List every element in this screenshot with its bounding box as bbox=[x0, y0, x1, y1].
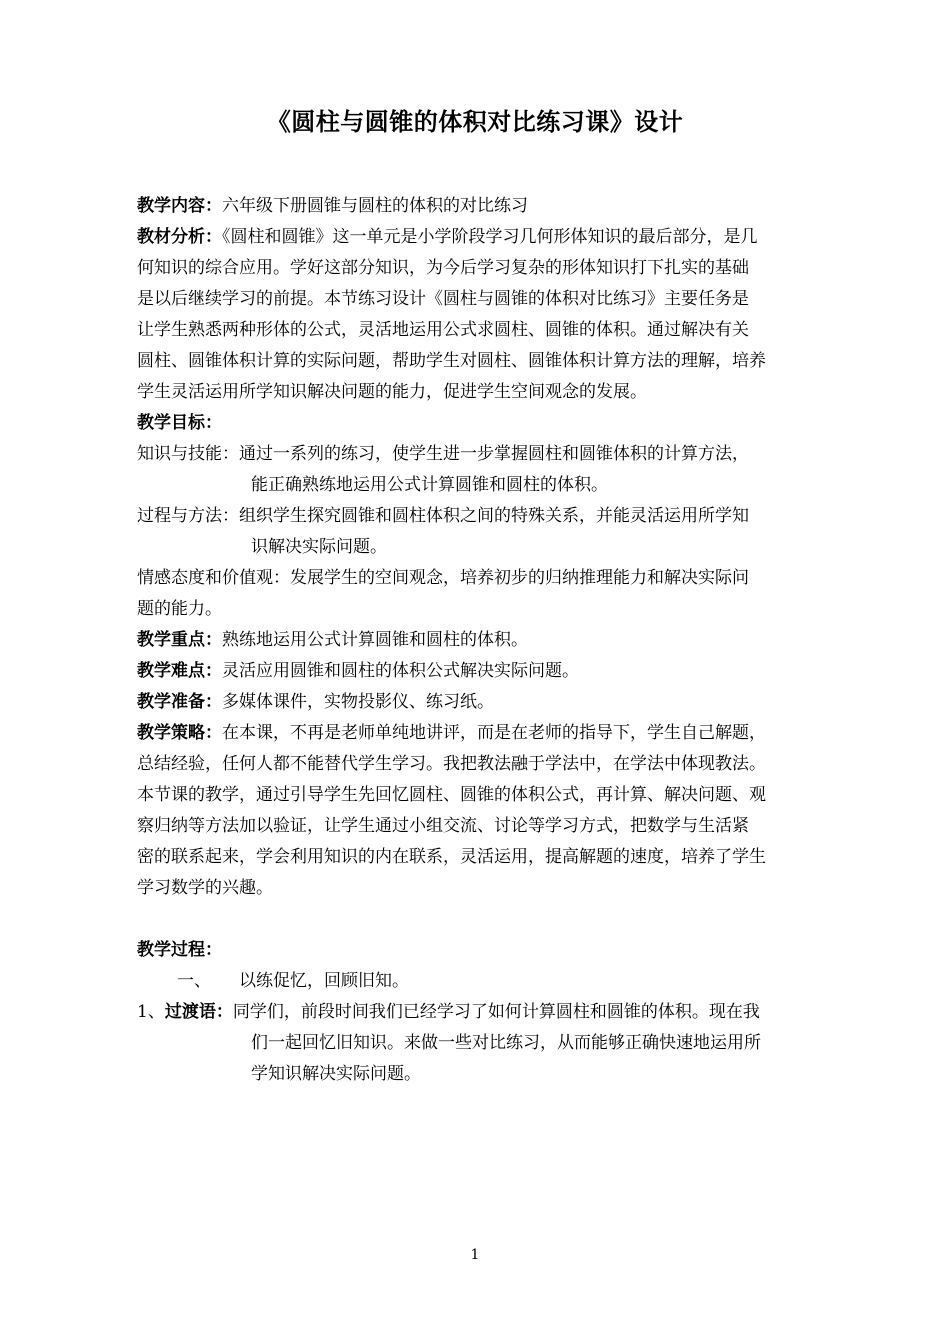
analysis-line: 圆柱、圆锥体积计算的实际问题，帮助学生对圆柱、圆锥体积计算方法的理解，培养 bbox=[137, 351, 766, 371]
transition-label: 过渡语： bbox=[164, 1002, 233, 1022]
key-label: 教学重点： bbox=[137, 630, 222, 650]
analysis-line: 何知识的综合应用。学好这部分知识，为今后学习复杂的形体知识打下扎实的基础 bbox=[137, 258, 749, 278]
strategy-line: 密的联系起来，学会利用知识的内在联系，灵活运用，提高解题的速度，培养了学生 bbox=[137, 847, 766, 867]
section-title: 以练促忆，回顾旧知。 bbox=[239, 971, 409, 991]
item-number: 1、 bbox=[137, 1002, 165, 1022]
section-number: 一、 bbox=[177, 971, 211, 991]
transition-line: 们一起回忆旧知识。来做一些对比练习，从而能够正确快速地运用所 bbox=[251, 1033, 761, 1053]
key-text: 熟练地运用公式计算圆锥和圆柱的体积。 bbox=[222, 630, 528, 650]
goal-process-line1: 过程与方法：组织学生探究圆锥和圆柱体积之间的特殊关系，并能灵活运用所学知 bbox=[137, 506, 749, 526]
strategy-label: 教学策略： bbox=[137, 723, 222, 743]
strategy-line: 学习数学的兴趣。 bbox=[137, 878, 273, 898]
content-paragraph bbox=[137, 191, 817, 222]
transition-paragraph bbox=[137, 997, 817, 1028]
analysis-line: 是以后继续学习的前提。本节练习设计《圆柱与圆锥的体积对比练习》主要任务是 bbox=[137, 289, 749, 309]
document-title: 《圆柱与圆锥的体积对比练习课》设计 bbox=[266, 108, 684, 136]
goal-emotion-line2: 题的能力。 bbox=[137, 599, 222, 619]
goal-process-line2: 识解决实际问题。 bbox=[251, 537, 387, 557]
content-label: 教学内容： bbox=[137, 196, 222, 216]
strategy-line: 总结经验，任何人都不能替代学生学习。我把教法融于学法中，在学法中体现教法。 bbox=[137, 754, 766, 774]
section-heading bbox=[137, 966, 817, 997]
strategy-line: 在本课，不再是老师单纯地讲评，而是在老师的指导下，学生自己解题， bbox=[222, 723, 766, 743]
goal-emotion-line1: 情感态度和价值观：发展学生的空间观念，培养初步的归纳推理能力和解决实际问 bbox=[137, 568, 749, 588]
analysis-paragraph bbox=[137, 222, 817, 253]
prep-label: 教学准备： bbox=[137, 692, 222, 712]
strategy-paragraph bbox=[137, 718, 817, 749]
prep-text: 多媒体课件，实物投影仪、练习纸。 bbox=[222, 692, 494, 712]
difficulty-label: 教学难点： bbox=[137, 661, 222, 681]
analysis-label: 教材分析： bbox=[137, 227, 222, 247]
goal-knowledge-line1: 知识与技能：通过一系列的练习，使学生进一步掌握圆柱和圆锥体积的计算方法， bbox=[137, 444, 749, 464]
analysis-line: 让学生熟悉两种形体的公式，灵活地运用公式求圆柱、圆锥的体积。通过解决有关 bbox=[137, 320, 749, 340]
goal-knowledge-line2: 能正确熟练地运用公式计算圆锥和圆柱的体积。 bbox=[251, 475, 608, 495]
difficulty-paragraph bbox=[137, 656, 817, 687]
process-heading: 教学过程： bbox=[137, 940, 222, 960]
key-paragraph bbox=[137, 625, 817, 656]
transition-line: 同学们，前段时间我们已经学习了如何计算圆柱和圆锥的体积。现在我 bbox=[232, 1002, 760, 1022]
content-text: 六年级下册圆锥与圆柱的体积的对比练习 bbox=[222, 196, 528, 216]
analysis-line: 学生灵活运用所学知识解决问题的能力，促进学生空间观念的发展。 bbox=[137, 382, 647, 402]
prep-paragraph bbox=[137, 687, 817, 718]
goals-heading: 教学目标： bbox=[137, 413, 222, 433]
page-number: 1 bbox=[470, 1247, 480, 1263]
spacer bbox=[137, 904, 817, 935]
document-body bbox=[137, 191, 817, 1090]
transition-line: 学知识解决实际问题。 bbox=[251, 1064, 421, 1084]
analysis-line: 《圆柱和圆锥》这一单元是小学阶段学习几何形体知识的最后部分，是几 bbox=[222, 227, 758, 247]
difficulty-text: 灵活应用圆锥和圆柱的体积公式解决实际问题。 bbox=[222, 661, 579, 681]
strategy-line: 本节课的教学，通过引导学生先回忆圆柱、圆锥的体积公式，再计算、解决问题、观 bbox=[137, 785, 766, 805]
strategy-line: 察归纳等方法加以验证，让学生通过小组交流、讨论等学习方式，把数学与生活紧 bbox=[137, 816, 749, 836]
